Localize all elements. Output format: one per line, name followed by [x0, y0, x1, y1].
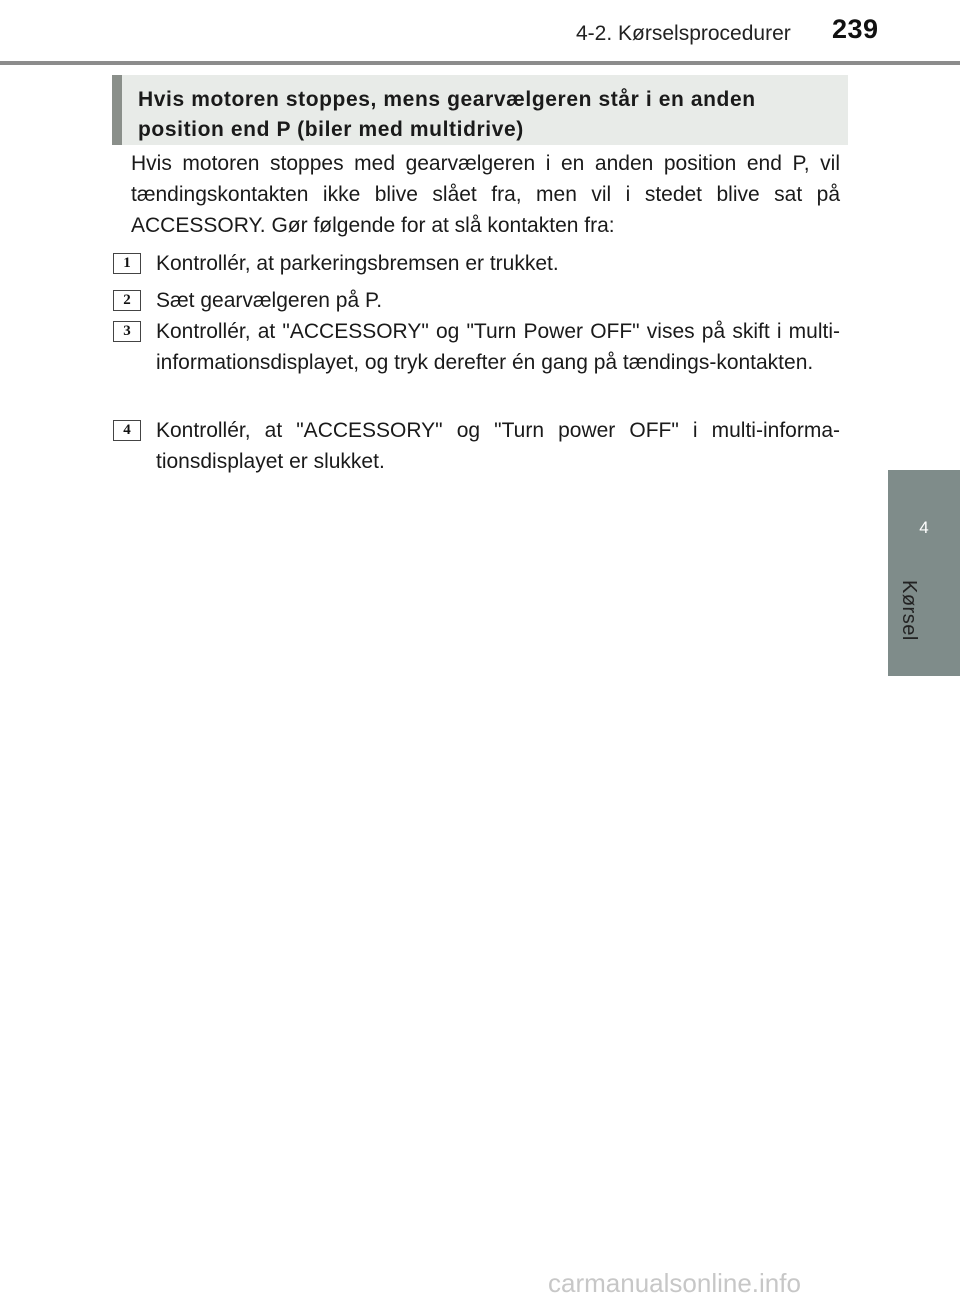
header-divider	[0, 61, 960, 65]
step-number-badge: 2	[113, 290, 141, 311]
watermark: carmanualsonline.info	[548, 1268, 801, 1298]
intro-paragraph: Hvis motoren stoppes med gearvælgeren i en anden position end P, vil tændingskontakten ikke blive slået fra, men vil i stedet blive sat på ACCESSORY. Gør følgende for at slå kontakten fra:	[131, 152, 840, 237]
step-text: Kontrollér, at "ACCESSORY" og "Turn Power OFF" vises på skift i multi-informationsdisplayet, og tryk derefter én gang på tændings-kontakten.	[156, 320, 840, 374]
step-number-badge: 1	[113, 253, 141, 274]
chapter-tab-number: 4	[919, 518, 929, 537]
section-title: 4-2. Kørselsprocedurer	[576, 22, 791, 45]
step-text: Sæt gearvælgeren på P.	[156, 289, 383, 312]
page-number: 239	[832, 14, 879, 44]
step-text: Kontrollér, at "ACCESSORY" og "Turn power OFF" i multi-informa-tionsdisplayet er slukket.	[156, 419, 840, 473]
chapter-tab[interactable]	[888, 470, 960, 676]
step-number-badge: 3	[113, 321, 141, 342]
step-number-badge: 4	[113, 420, 141, 441]
section-heading: Hvis motoren stoppes, mens gearvælgeren står i en anden position end P (biler med multidrive)	[138, 88, 756, 141]
step-text: Kontrollér, at parkeringsbremsen er trukket.	[156, 252, 559, 275]
chapter-tab-label: Kørsel	[898, 580, 920, 641]
section-heading-box	[112, 75, 848, 145]
